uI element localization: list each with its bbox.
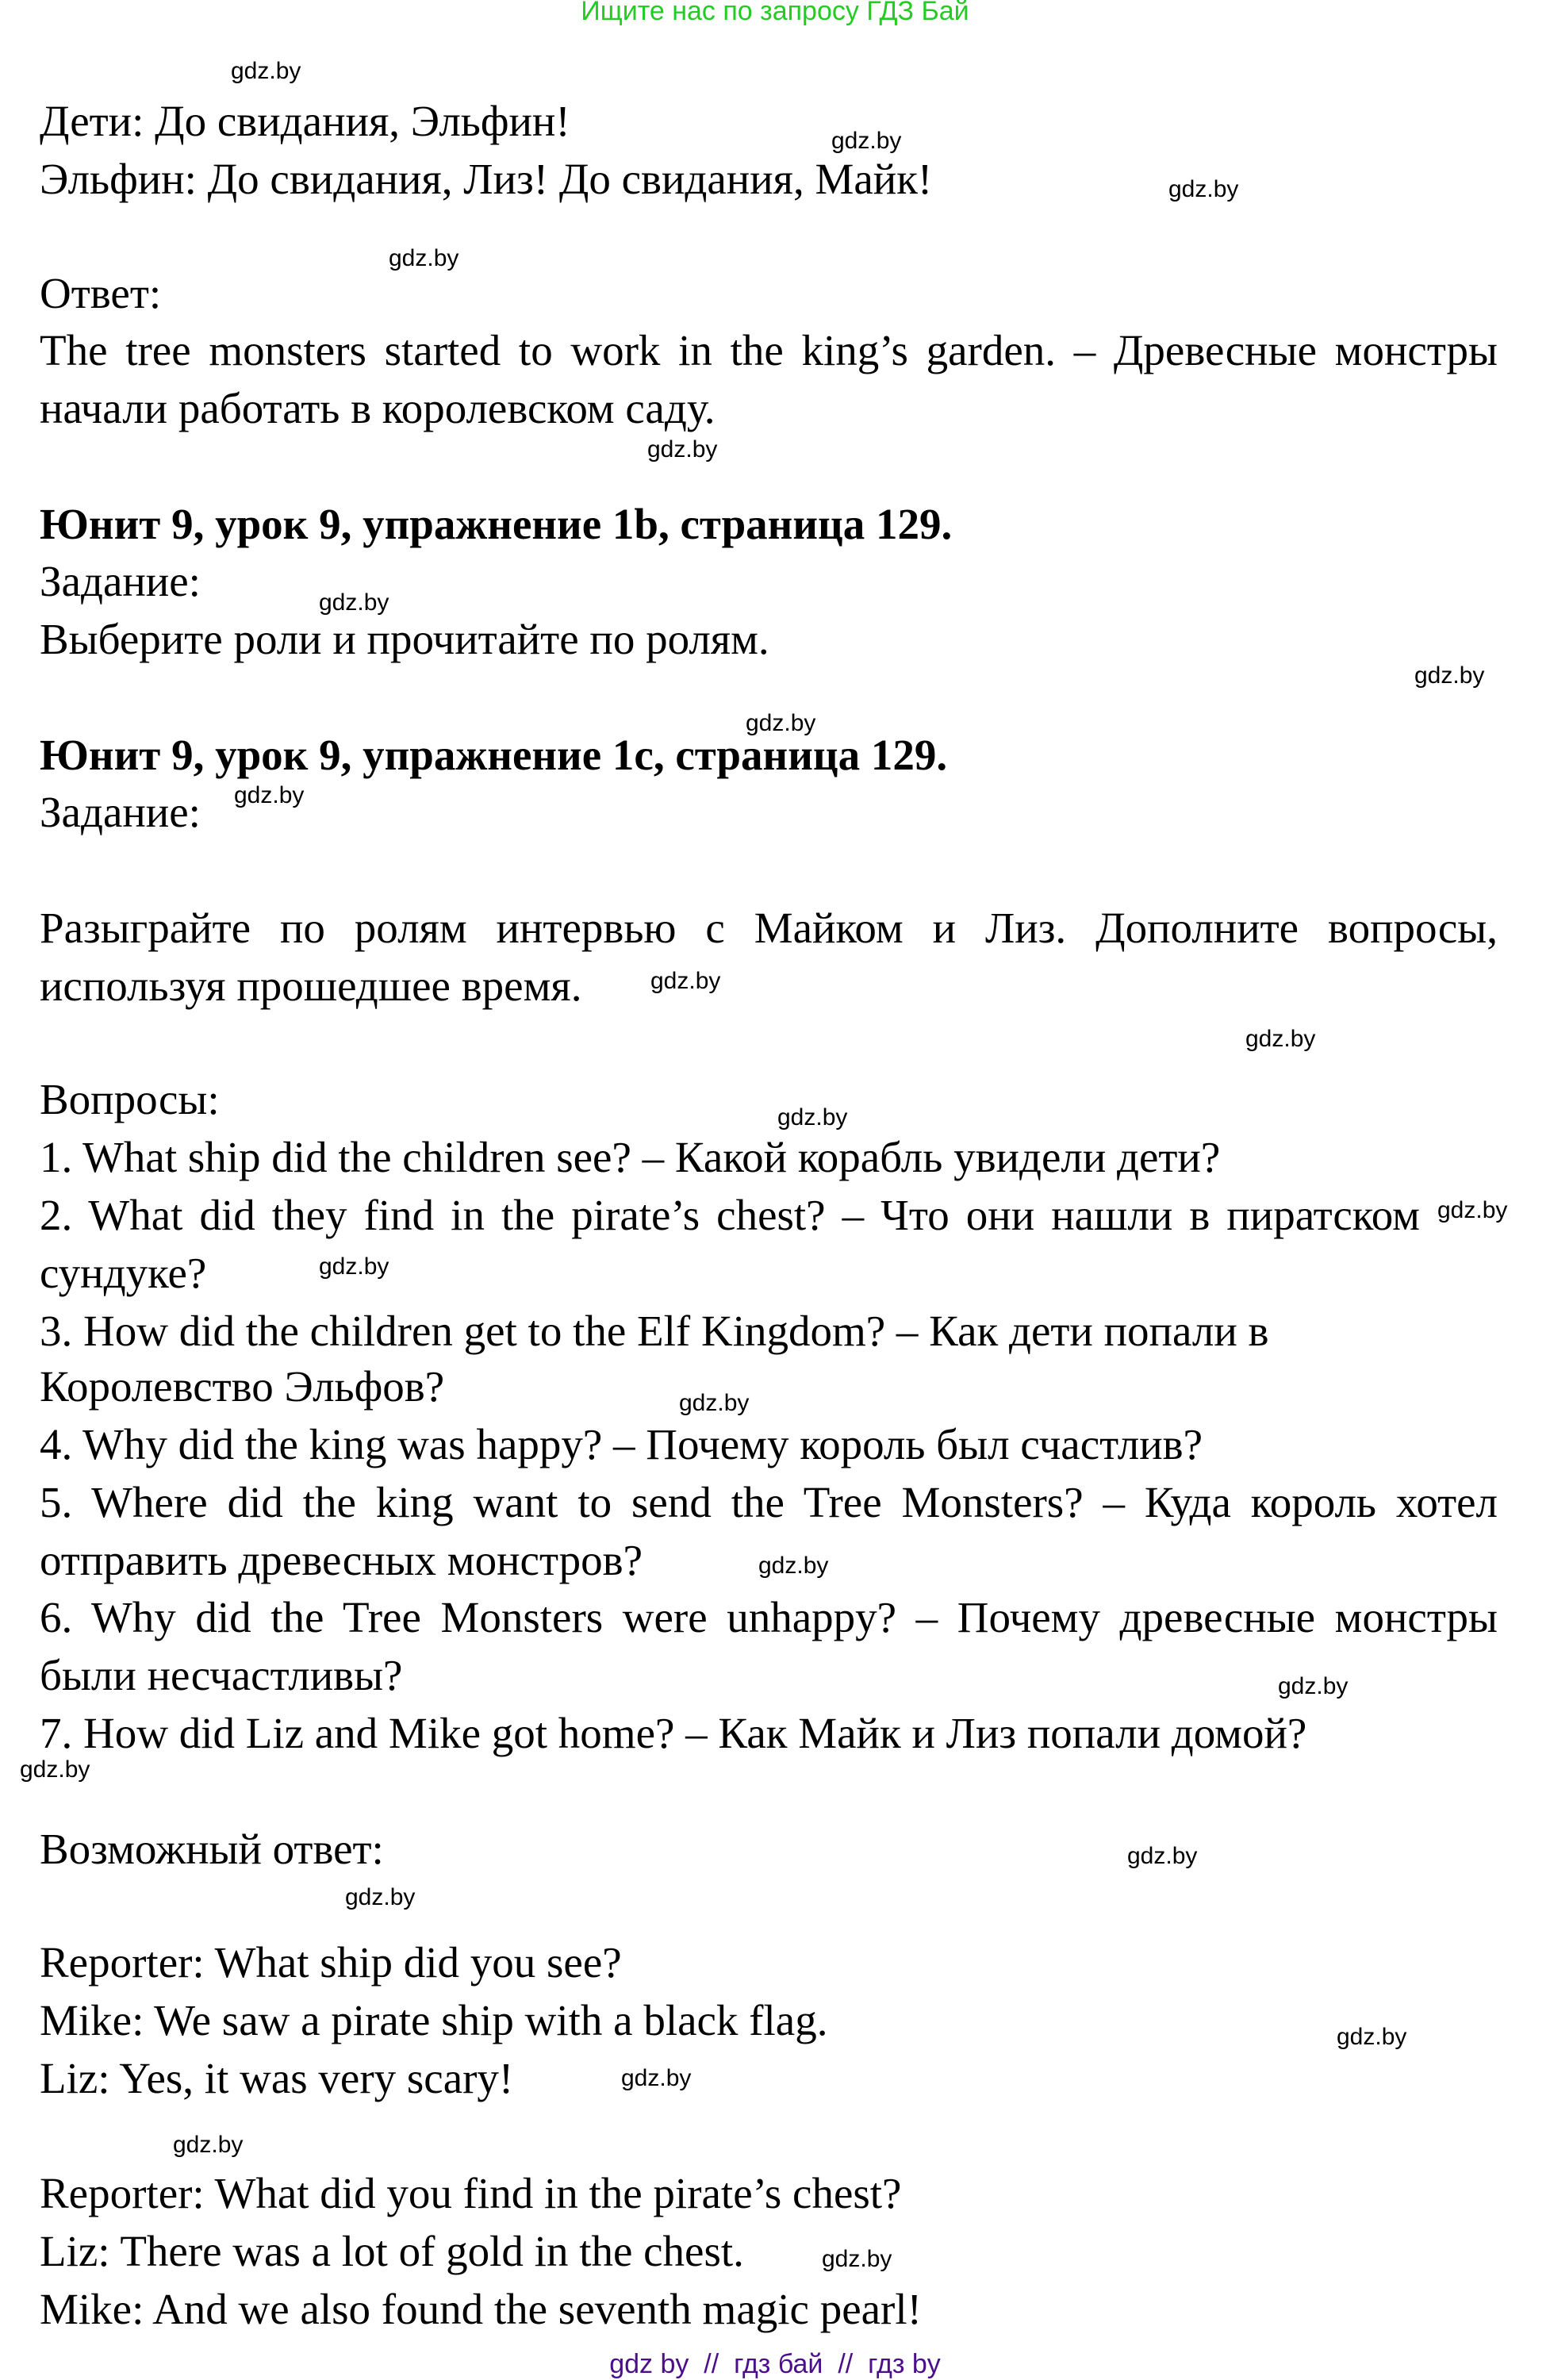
watermark: gdz.by xyxy=(621,2065,692,2091)
footer-links: gdz by // гдз бай // гдз by xyxy=(609,2349,941,2379)
text-line: Разыграйте по ролям интервью с Майком и Лиз. Дополните вопросы, xyxy=(40,904,1498,952)
watermark: gdz.by xyxy=(822,2246,892,2272)
watermark: gdz.by xyxy=(777,1104,848,1130)
dialogue-line: Mike: We saw a pirate ship with a black flag. xyxy=(40,1996,828,2044)
header-banner: Ищите нас по запросу ГДЗ Бай xyxy=(581,0,969,26)
possible-answer-label: Возможный ответ: xyxy=(40,1825,384,1873)
watermark: gdz.by xyxy=(650,968,721,994)
dialogue-line: Mike: And we also found the seventh magic pearl! xyxy=(40,2285,922,2333)
question-line: 4. Why did the king was happy? – Почему король был счастлив? xyxy=(40,1420,1203,1468)
watermark: gdz.by xyxy=(20,1756,90,1783)
watermark: gdz.by xyxy=(1437,1197,1508,1223)
watermark: gdz.by xyxy=(831,128,902,154)
watermark: gdz.by xyxy=(647,436,718,463)
text-line: Дети: До свидания, Эльфин! xyxy=(40,97,570,145)
question-line: 7. How did Liz and Mike got home? – Как Майк и Лиз попали домой? xyxy=(40,1709,1307,1757)
text-line: The tree monsters started to work in the king’s garden. – Древесные монстры xyxy=(40,326,1498,374)
dialogue-line: Liz: Yes, it was very scary! xyxy=(40,2054,514,2102)
watermark: gdz.by xyxy=(389,245,459,271)
watermark: gdz.by xyxy=(1245,1026,1316,1052)
watermark: gdz.by xyxy=(1168,176,1239,202)
dialogue-line: Reporter: What ship did you see? xyxy=(40,1938,622,1987)
question-line: отправить древесных монстров? xyxy=(40,1536,643,1584)
watermark: gdz.by xyxy=(345,1884,416,1910)
dialogue-line: Liz: There was a lot of gold in the chest. xyxy=(40,2227,744,2275)
watermark: gdz.by xyxy=(1337,2024,1407,2050)
question-line: сундуке? xyxy=(40,1249,207,1297)
question-line: 2. What did they find in the pirate’s chest? – Что они нашли в пиратском xyxy=(40,1191,1420,1239)
section-heading: Юнит 9, урок 9, упражнение 1b, страница 129. xyxy=(40,500,953,548)
text-line: Эльфин: До свидания, Лиз! До свидания, Майк! xyxy=(40,155,933,203)
task-label: Задание: xyxy=(40,788,201,836)
watermark: gdz.by xyxy=(758,1553,829,1579)
watermark: gdz.by xyxy=(234,782,305,808)
question-line: были несчастливы? xyxy=(40,1651,403,1699)
question-line: 1. What ship did the children see? – Какой корабль увидели дети? xyxy=(40,1133,1221,1181)
watermark: gdz.by xyxy=(1127,1843,1198,1869)
watermark: gdz.by xyxy=(746,710,816,736)
watermark: gdz.by xyxy=(319,1253,389,1280)
dialogue-line: Reporter: What did you find in the pirate’s chest? xyxy=(40,2169,902,2217)
watermark: gdz.by xyxy=(1414,662,1485,689)
text-line: начали работать в королевском саду. xyxy=(40,384,716,432)
answer-label: Ответ: xyxy=(40,269,162,317)
text-line: используя прошедшее время. xyxy=(40,962,582,1010)
question-line: 3. How did the children get to the Elf Kingdom? – Как дети попали в xyxy=(40,1307,1269,1355)
text-line: Выберите роли и прочитайте по ролям. xyxy=(40,615,769,663)
task-label: Задание: xyxy=(40,557,201,605)
section-heading: Юнит 9, урок 9, упражнение 1c, страница 129. xyxy=(40,731,948,779)
question-line: 6. Why did the Tree Monsters were unhappy? – Почему древесные монстры xyxy=(40,1593,1498,1641)
question-line: 5. Where did the king want to send the Tree Monsters? – Куда король хотел xyxy=(40,1478,1498,1526)
watermark: gdz.by xyxy=(319,589,389,616)
watermark: gdz.by xyxy=(173,2132,244,2158)
watermark: gdz.by xyxy=(231,58,301,84)
question-line: Королевство Эльфов? xyxy=(40,1362,445,1411)
watermark: gdz.by xyxy=(679,1390,750,1416)
questions-label: Вопросы: xyxy=(40,1075,220,1123)
watermark: gdz.by xyxy=(1278,1673,1349,1699)
